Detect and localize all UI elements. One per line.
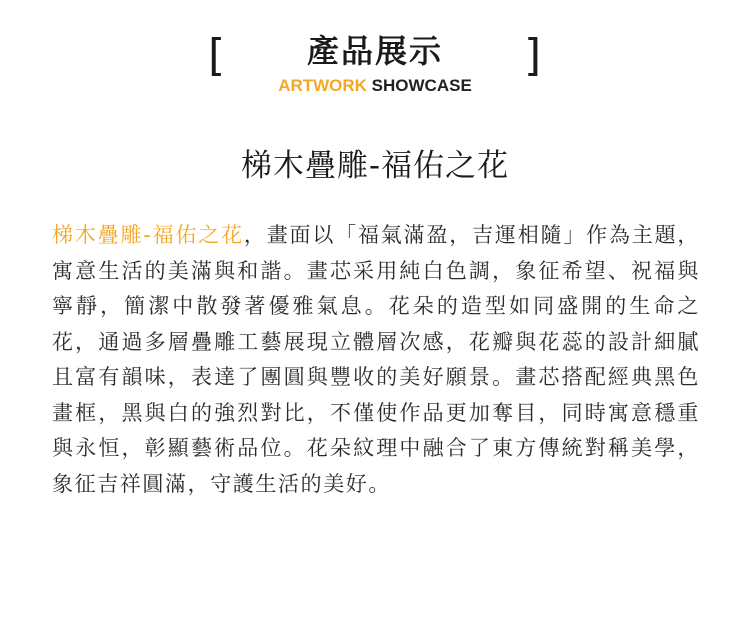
product-name: 梯木疊雕-福佑之花 bbox=[240, 148, 510, 184]
description-body: ，畫面以「福氣滿盈，吉運相隨」作為主題，寓意生活的美滿與和諧。畫芯采用純白色調，象征希望、祝福與寧靜，簡潔中散發著優雅氣息。花朵的造型如同盛開的生命之花，通過多層疊雕工藝展現立體層次感，花瓣與花蕊的設計細膩且富有韻味，表達了團圓與豐收的美好願景。畫芯搭配經典黑色畫框，黑與白的強烈對比，不僅使作品更加奪目，同時寓意穩重與永恒，彰顯藝術品位。花朵紋理中融合了東方傳統對稱美學，象征吉祥圓滿，守護生活的美好。 bbox=[52, 223, 701, 496]
section-header bbox=[0, 0, 750, 110]
section-subtitle bbox=[0, 76, 750, 96]
description-highlight: 梯木疊雕-福佑之花 bbox=[52, 223, 244, 247]
subtitle-accent: ARTWORK bbox=[278, 76, 367, 95]
subtitle-rest: SHOWCASE bbox=[366, 76, 472, 95]
right-bracket: ] bbox=[524, 30, 542, 81]
left-bracket: [ bbox=[208, 30, 226, 81]
product-description bbox=[52, 218, 700, 502]
section-title: 產品展示 bbox=[306, 32, 443, 70]
